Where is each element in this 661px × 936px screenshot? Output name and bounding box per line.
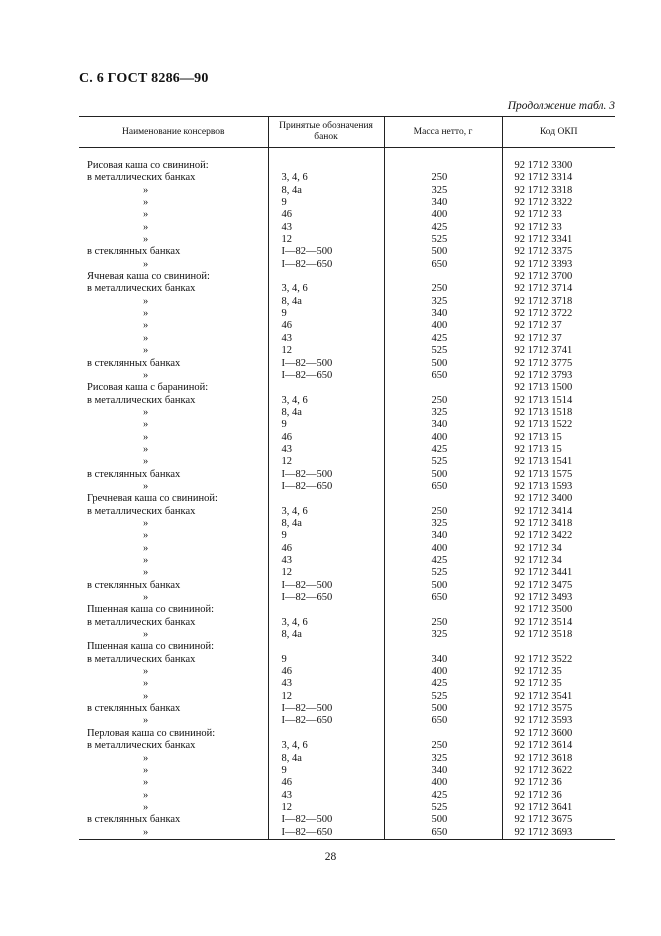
table-spacer-cell [268,148,384,161]
cell-okp-code: 92 1713 1514 [502,395,615,407]
cell-jar-designation: 8, 4а [268,629,384,641]
cell-jar-designation: 46 [268,666,384,678]
table-row [79,172,615,184]
cell-net-mass: 400 [384,432,502,444]
cell-product-name: в стеклянных банках [87,579,181,591]
table-row [79,209,615,221]
column-header-name: Наименование консервов [79,117,268,148]
cell-jar-designation [268,604,384,616]
cell-jar-designation [268,271,384,283]
cell-net-mass [384,641,502,653]
table-row [79,222,615,234]
cell-okp-code: 92 1712 3493 [502,592,615,604]
table-row [79,790,615,802]
cell-product-name: Рисовая каша со свининой: [87,160,209,171]
cell-net-mass: 325 [384,518,502,530]
cell-product-name: » [143,184,149,196]
cell-jar-designation: 3, 4, 6 [268,172,384,184]
cell-net-mass: 525 [384,691,502,703]
table-row [79,518,615,530]
table-row [79,432,615,444]
table-row [79,592,615,604]
cell-net-mass: 650 [384,259,502,271]
table-row [79,308,615,320]
cell-okp-code: 92 1712 3593 [502,715,615,727]
cell-net-mass: 325 [384,753,502,765]
cell-jar-designation: 12 [268,802,384,814]
cell-product-name: » [143,456,149,468]
cell-product-name: в стеклянных банках [87,703,181,715]
cell-jar-designation: 8, 4а [268,185,384,197]
cell-jar-designation: I—82—500 [268,580,384,592]
cell-okp-code: 92 1712 36 [502,790,615,802]
cell-okp-code: 92 1712 35 [502,678,615,690]
cell-product-name: » [143,801,149,813]
cell-product-name: » [143,555,149,566]
cell-product-name: » [143,715,149,727]
cell-okp-code: 92 1712 3475 [502,580,615,592]
cell-jar-designation: 43 [268,790,384,802]
table-row [79,629,615,641]
cell-jar-designation: 9 [268,419,384,431]
cell-okp-code: 92 1713 15 [502,444,615,456]
cell-product-name: Рисовая каша с бараниной: [87,382,209,394]
table-row [79,395,615,407]
table-spacer-cell [384,148,502,161]
cell-jar-designation: 9 [268,765,384,777]
cell-product-name: в металлических банках [87,653,196,665]
cell-okp-code: 92 1712 3418 [502,518,615,530]
cell-net-mass: 340 [384,308,502,320]
cell-jar-designation [268,160,384,172]
cell-net-mass [384,728,502,740]
column-header-designation: Принятые обозначения банок [268,117,384,148]
cell-okp-code: 92 1713 15 [502,432,615,444]
table-spacer-cell [502,148,615,161]
cell-net-mass [384,160,502,172]
cell-product-name: » [143,258,149,270]
table-row [79,703,615,715]
table-row [79,567,615,579]
cell-net-mass: 500 [384,703,502,715]
cell-okp-code: 92 1712 37 [502,333,615,345]
cell-jar-designation: I—82—650 [268,481,384,493]
cell-net-mass: 425 [384,444,502,456]
page-number: 28 [324,851,337,863]
cell-product-name: » [143,308,149,320]
cell-okp-code: 92 1712 3693 [502,827,615,840]
table-row [79,358,615,370]
cell-net-mass: 525 [384,234,502,246]
cell-net-mass: 425 [384,678,502,690]
page-header: С. 6 ГОСТ 8286—90 [79,71,209,86]
cell-okp-code: 92 1712 3641 [502,802,615,814]
cell-okp-code: 92 1712 37 [502,320,615,332]
cell-jar-designation: 3, 4, 6 [268,617,384,629]
cell-net-mass: 525 [384,345,502,357]
cell-okp-code: 92 1713 1500 [502,382,615,394]
cell-okp-code: 92 1712 35 [502,666,615,678]
table-body [79,148,615,840]
cell-product-name: » [143,295,149,307]
cell-product-name: в металлических банках [87,616,196,628]
cell-product-name: в стеклянных банках [87,814,181,826]
cell-okp-code [502,641,615,653]
cell-okp-code: 92 1712 33 [502,209,615,221]
cell-product-name: Ячневая каша со свининой: [87,271,210,283]
cell-product-name: » [143,209,149,221]
cell-product-name: » [143,666,149,678]
cell-net-mass: 500 [384,358,502,370]
cell-jar-designation: 8, 4а [268,753,384,765]
cell-product-name: » [143,629,149,641]
cell-jar-designation: 46 [268,432,384,444]
cell-okp-code: 92 1712 3700 [502,271,615,283]
cell-net-mass: 525 [384,567,502,579]
cell-product-name: » [143,369,149,381]
cell-jar-designation: 9 [268,308,384,320]
cell-jar-designation: 8, 4а [268,296,384,308]
cell-okp-code: 92 1712 3775 [502,358,615,370]
cell-okp-code: 92 1712 3322 [502,197,615,209]
cell-product-name: Гречневая каша со свининой: [87,493,218,505]
cell-net-mass: 325 [384,296,502,308]
cell-net-mass: 500 [384,814,502,826]
cell-product-name: в стеклянных банках [87,468,181,480]
table-row [79,641,615,653]
cell-okp-code: 92 1712 3793 [502,370,615,382]
cell-product-name: » [143,234,149,246]
cell-net-mass: 325 [384,629,502,641]
cell-net-mass: 500 [384,469,502,481]
cell-jar-designation [268,382,384,394]
cell-jar-designation: 12 [268,234,384,246]
table-row [79,160,615,172]
column-header-net-mass: Масса нетто, г [384,117,502,148]
cell-okp-code: 92 1712 3422 [502,530,615,542]
cell-net-mass: 425 [384,555,502,567]
table-row [79,185,615,197]
cell-okp-code: 92 1712 3318 [502,185,615,197]
cell-net-mass: 425 [384,222,502,234]
cell-net-mass [384,604,502,616]
cell-product-name: » [143,592,149,604]
table-row [79,765,615,777]
cell-product-name: » [143,480,149,492]
cell-okp-code: 92 1712 3400 [502,493,615,505]
table-row [79,617,615,629]
cell-okp-code: 92 1712 34 [502,555,615,567]
table-row [79,382,615,394]
cell-product-name: » [143,345,149,357]
table-row [79,333,615,345]
cell-okp-code: 92 1712 3741 [502,345,615,357]
table-row [79,814,615,826]
cell-net-mass [384,382,502,394]
table-row [79,493,615,505]
cell-jar-designation: 3, 4, 6 [268,506,384,518]
cell-net-mass [384,271,502,283]
cell-jar-designation: 9 [268,197,384,209]
cell-jar-designation: 46 [268,543,384,555]
cell-net-mass: 500 [384,246,502,258]
table-row [79,543,615,555]
cell-net-mass: 650 [384,715,502,727]
cell-net-mass: 650 [384,827,502,840]
cell-jar-designation: I—82—650 [268,827,384,840]
cell-okp-code: 92 1712 3714 [502,283,615,295]
cell-jar-designation: 9 [268,654,384,666]
cell-product-name: » [143,690,149,702]
table-row [79,259,615,271]
cell-net-mass: 250 [384,172,502,184]
table-header [79,117,615,148]
table-row [79,728,615,740]
table-row [79,444,615,456]
cell-jar-designation: I—82—650 [268,715,384,727]
table-row [79,320,615,332]
cell-okp-code: 92 1712 3600 [502,728,615,740]
cell-product-name: » [143,221,149,233]
table-row [79,506,615,518]
cell-jar-designation: I—82—500 [268,703,384,715]
cell-net-mass: 325 [384,407,502,419]
cell-jar-designation: I—82—650 [268,370,384,382]
cell-product-name: в металлических банках [87,505,196,517]
cell-jar-designation: 46 [268,209,384,221]
table-row [79,469,615,481]
cell-product-name: » [143,530,149,542]
cell-okp-code: 92 1713 1541 [502,456,615,468]
table-row [79,246,615,258]
table-row [79,197,615,209]
cell-product-name: » [143,567,149,579]
cell-okp-code: 92 1712 3300 [502,160,615,172]
cell-net-mass: 525 [384,802,502,814]
cell-product-name: » [143,320,149,332]
table-row [79,271,615,283]
table-row [79,234,615,246]
canned-goods-table [79,116,615,840]
cell-product-name: Пшенная каша со свининой: [87,604,215,616]
cell-okp-code: 92 1712 34 [502,543,615,555]
table-container [79,116,615,840]
cell-product-name: » [143,542,149,554]
cell-product-name: в металлических банках [87,740,196,752]
table-spacer-row [79,148,615,161]
cell-net-mass: 400 [384,320,502,332]
cell-net-mass: 340 [384,765,502,777]
cell-jar-designation: 3, 4, 6 [268,283,384,295]
table-row [79,802,615,814]
cell-okp-code: 92 1712 3614 [502,740,615,752]
table-row [79,283,615,295]
cell-net-mass: 650 [384,592,502,604]
cell-jar-designation: 8, 4а [268,407,384,419]
cell-okp-code: 92 1712 3393 [502,259,615,271]
cell-jar-designation [268,493,384,505]
cell-jar-designation: 46 [268,777,384,789]
table-row [79,407,615,419]
cell-product-name: » [143,789,149,801]
cell-product-name: в стеклянных банках [87,357,181,369]
cell-jar-designation: I—82—500 [268,814,384,826]
cell-product-name: Перловая каша со свининой: [87,727,216,739]
cell-net-mass: 400 [384,543,502,555]
table-row [79,666,615,678]
cell-okp-code: 92 1712 3500 [502,604,615,616]
table-row [79,715,615,727]
cell-jar-designation: 12 [268,567,384,579]
cell-jar-designation: I—82—500 [268,246,384,258]
cell-net-mass: 400 [384,209,502,221]
cell-jar-designation: 46 [268,320,384,332]
column-header-okp-code: Код ОКП [502,117,615,148]
cell-product-name: » [143,517,149,529]
cell-net-mass: 425 [384,333,502,345]
cell-okp-code: 92 1712 3441 [502,567,615,579]
table-row [79,296,615,308]
table-row [79,753,615,765]
cell-okp-code: 92 1712 3718 [502,296,615,308]
cell-okp-code: 92 1712 3675 [502,814,615,826]
cell-jar-designation [268,641,384,653]
cell-product-name: » [79,827,268,840]
cell-net-mass: 250 [384,283,502,295]
table-row [79,481,615,493]
cell-net-mass: 340 [384,654,502,666]
cell-jar-designation: 43 [268,555,384,567]
table-row [79,604,615,616]
cell-product-name: Пшенная каша со свининой: [87,641,215,653]
cell-net-mass: 250 [384,740,502,752]
cell-product-name: » [143,406,149,418]
cell-okp-code: 92 1712 3414 [502,506,615,518]
cell-product-name: » [143,752,149,764]
cell-jar-designation: 12 [268,691,384,703]
cell-product-name: » [143,332,149,344]
cell-jar-designation: 12 [268,456,384,468]
table-row [79,740,615,752]
table-row [79,580,615,592]
table-row [79,370,615,382]
cell-product-name: » [143,443,149,455]
cell-product-name: » [143,419,149,431]
cell-net-mass: 500 [384,580,502,592]
cell-net-mass: 650 [384,370,502,382]
cell-okp-code: 92 1712 36 [502,777,615,789]
cell-okp-code: 92 1713 1575 [502,469,615,481]
table-row [79,456,615,468]
cell-okp-code: 92 1713 1522 [502,419,615,431]
cell-net-mass: 325 [384,185,502,197]
table-spacer-cell [79,148,268,161]
cell-okp-code: 92 1713 1518 [502,407,615,419]
cell-net-mass: 525 [384,456,502,468]
cell-net-mass: 400 [384,777,502,789]
cell-jar-designation: I—82—650 [268,259,384,271]
cell-okp-code: 92 1712 3522 [502,654,615,666]
cell-product-name: в стеклянных банках [87,246,181,258]
cell-jar-designation: I—82—650 [268,592,384,604]
cell-product-name: » [143,678,149,690]
table-row [79,691,615,703]
cell-net-mass: 400 [384,666,502,678]
cell-jar-designation: 3, 4, 6 [268,740,384,752]
cell-net-mass: 425 [384,790,502,802]
table-continuation-note: Продолжение табл. 3 [507,100,615,112]
cell-jar-designation: 43 [268,678,384,690]
cell-net-mass: 340 [384,419,502,431]
cell-net-mass: 250 [384,506,502,518]
cell-net-mass: 250 [384,395,502,407]
table-row [79,555,615,567]
cell-okp-code: 92 1712 3575 [502,703,615,715]
cell-product-name: в металлических банках [87,394,196,406]
cell-okp-code: 92 1712 3314 [502,172,615,184]
cell-jar-designation: I—82—500 [268,469,384,481]
cell-product-name: » [143,764,149,776]
cell-net-mass: 650 [384,481,502,493]
cell-net-mass: 250 [384,617,502,629]
cell-product-name: в металлических банках [87,172,196,184]
cell-jar-designation [268,728,384,740]
cell-net-mass: 340 [384,530,502,542]
cell-jar-designation: 9 [268,530,384,542]
cell-net-mass: 340 [384,197,502,209]
cell-okp-code: 92 1712 3518 [502,629,615,641]
cell-jar-designation: 43 [268,333,384,345]
cell-okp-code: 92 1712 3618 [502,753,615,765]
cell-okp-code: 92 1712 3722 [502,308,615,320]
table-row [79,777,615,789]
cell-jar-designation: 12 [268,345,384,357]
table-row [79,530,615,542]
table-row [79,345,615,357]
cell-jar-designation: I—82—500 [268,358,384,370]
cell-net-mass [384,493,502,505]
table-row [79,678,615,690]
table-row [79,419,615,431]
cell-jar-designation: 43 [268,222,384,234]
cell-product-name: » [143,197,149,209]
cell-okp-code: 92 1712 3622 [502,765,615,777]
cell-okp-code: 92 1712 33 [502,222,615,234]
cell-okp-code: 92 1712 3375 [502,246,615,258]
cell-jar-designation: 3, 4, 6 [268,395,384,407]
cell-okp-code: 92 1712 3541 [502,691,615,703]
cell-okp-code: 92 1713 1593 [502,481,615,493]
cell-product-name: » [143,431,149,443]
cell-product-name: » [143,777,149,789]
table-row [79,827,615,840]
table-row [79,654,615,666]
cell-okp-code: 92 1712 3341 [502,234,615,246]
cell-okp-code: 92 1712 3514 [502,617,615,629]
cell-jar-designation: 43 [268,444,384,456]
cell-jar-designation: 8, 4а [268,518,384,530]
table-header-row [79,117,615,148]
cell-product-name: в металлических банках [87,283,196,295]
